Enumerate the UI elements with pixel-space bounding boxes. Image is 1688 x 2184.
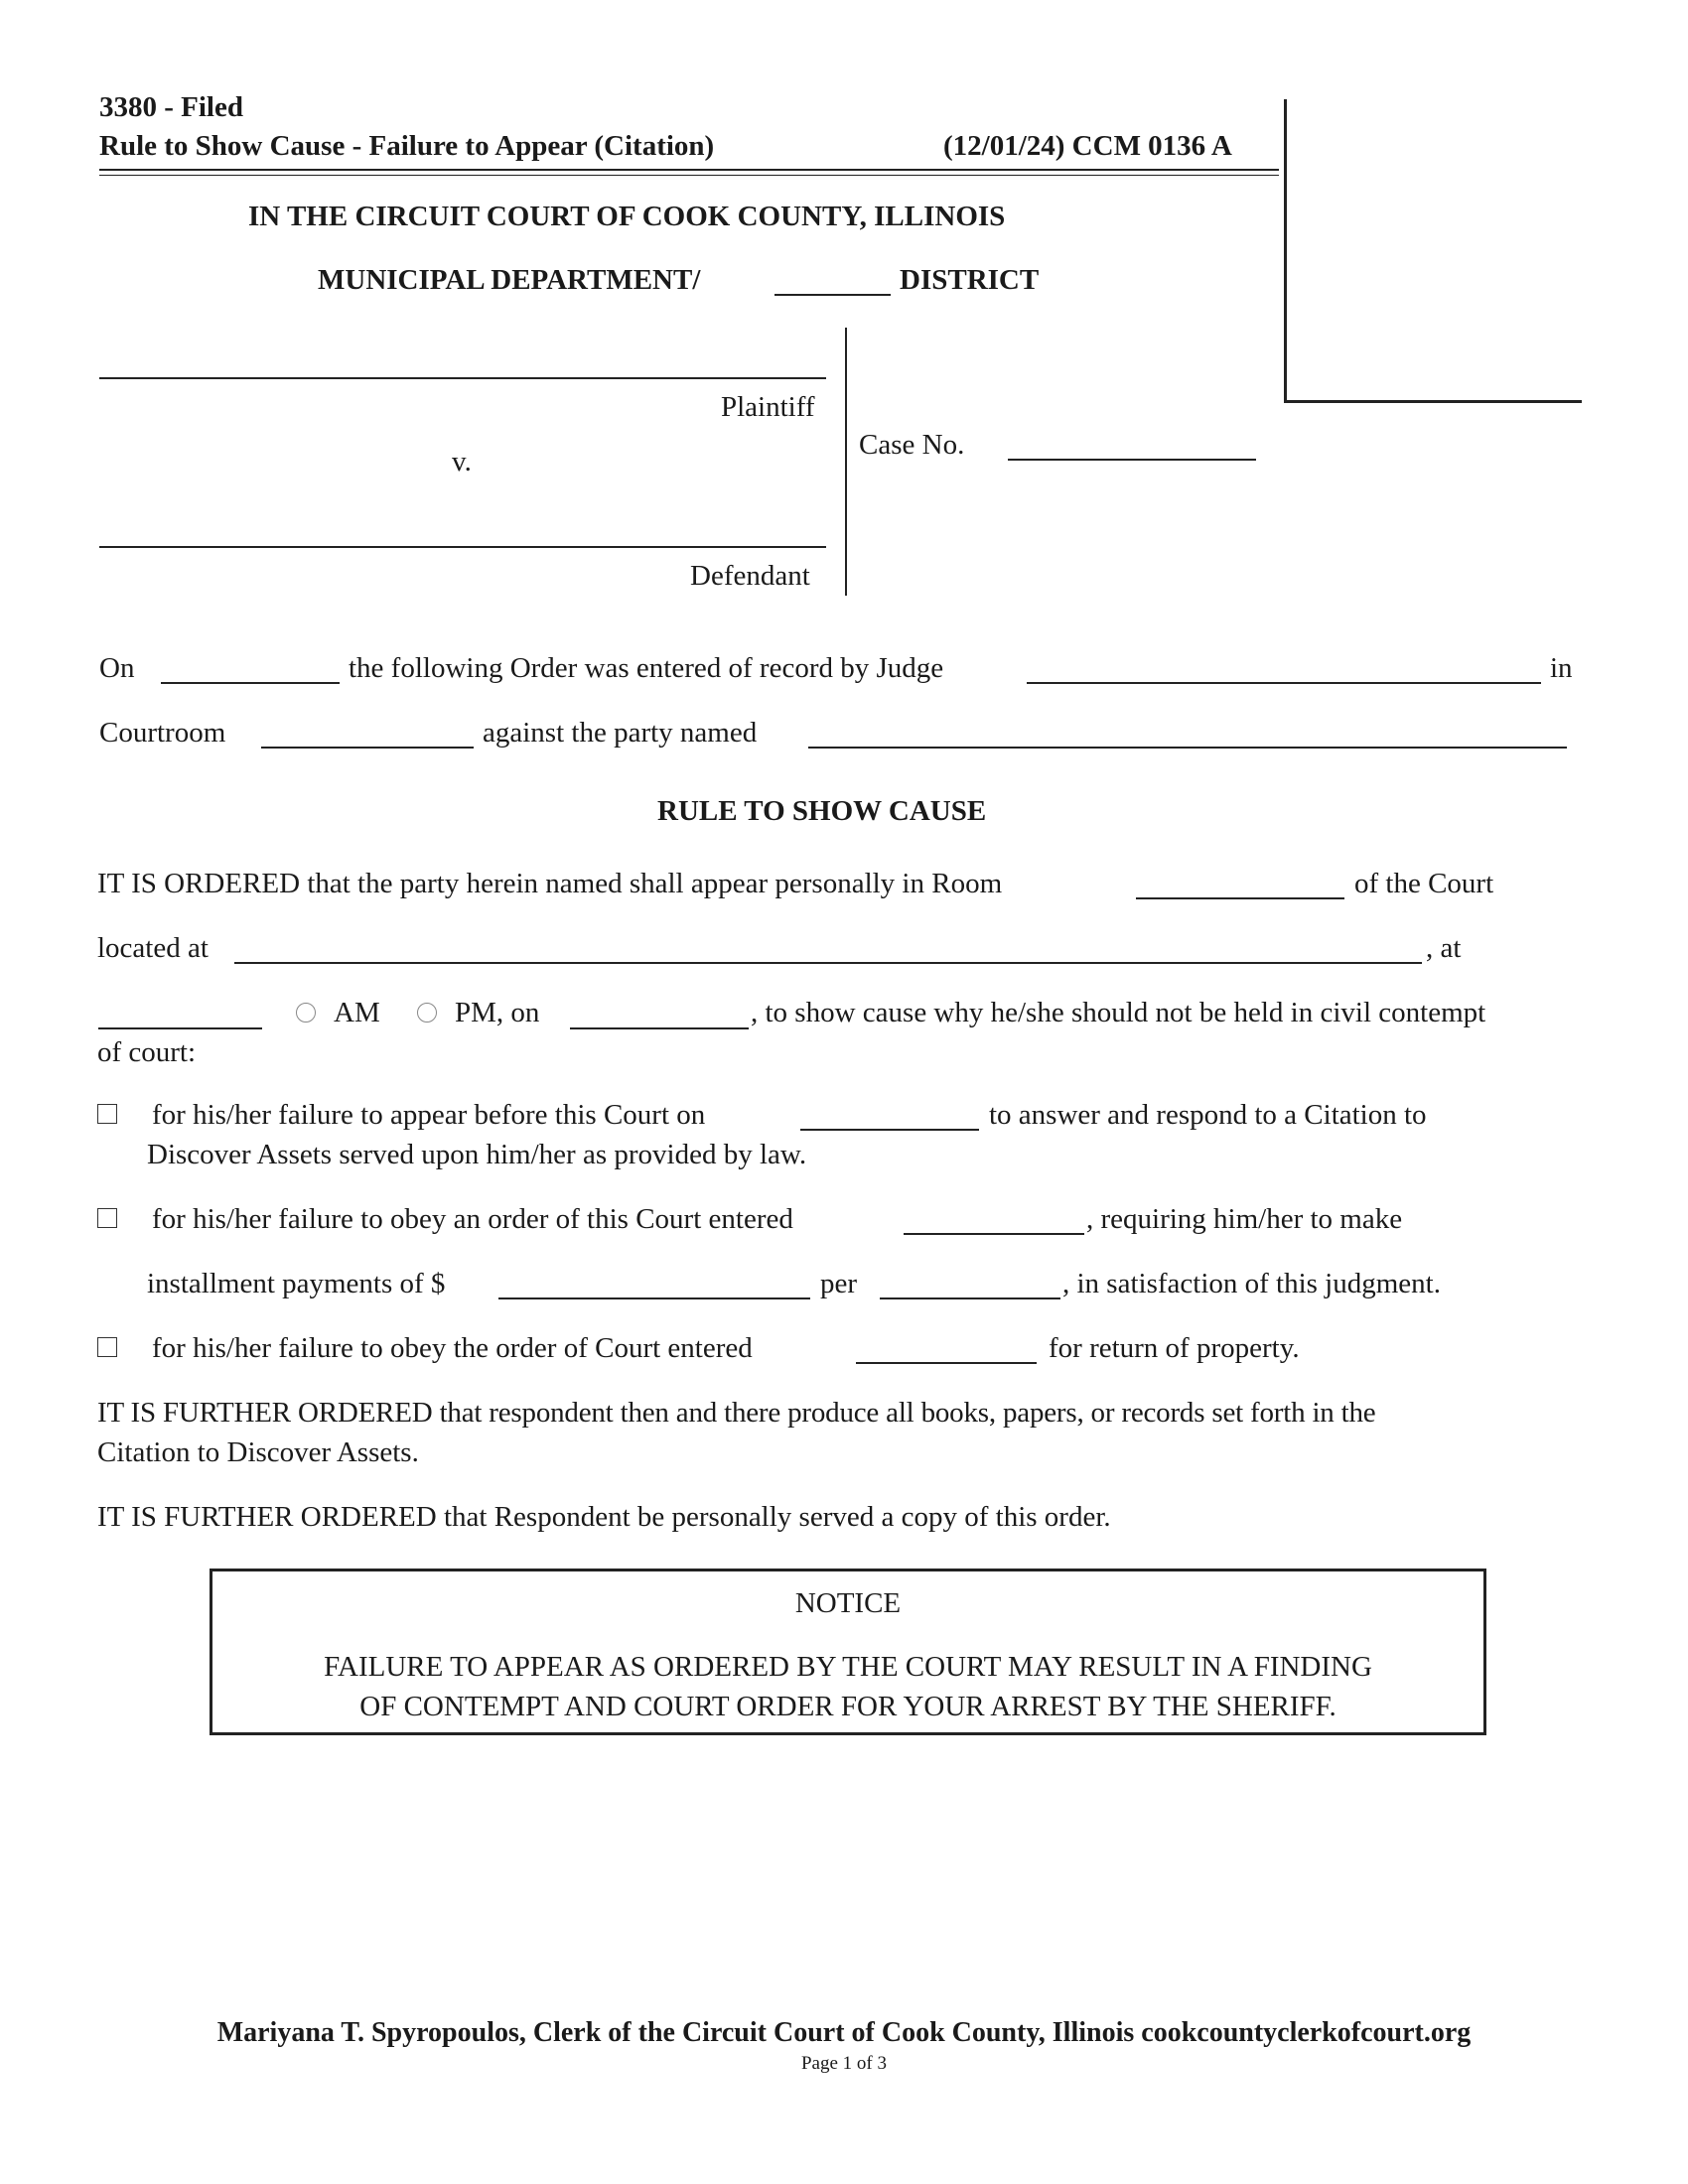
- option2-text-b: , requiring him/her to make: [1086, 1203, 1403, 1235]
- notice-title: NOTICE: [794, 1587, 902, 1619]
- form-title: Rule to Show Cause - Failure to Appear (Citation): [99, 130, 715, 162]
- party-named-input[interactable]: [808, 717, 1567, 749]
- header-rule-bottom: [99, 175, 1279, 176]
- option3-text-a: for his/her failure to obey the order of Court entered: [152, 1332, 753, 1364]
- appearance-date-input[interactable]: [570, 998, 749, 1029]
- ordered-room-text: IT IS ORDERED that the party herein named shall appear personally in Room: [97, 868, 1003, 899]
- order-entered-date-input[interactable]: [904, 1203, 1084, 1235]
- option2-text-d: per: [820, 1268, 858, 1299]
- property-order-date-input[interactable]: [856, 1332, 1037, 1364]
- show-cause-text: , to show cause why he/she should not be held in civil contempt: [751, 997, 1486, 1028]
- footer-page-number: Page 1 of 3: [800, 2053, 887, 2074]
- department-prefix: MUNICIPAL DEPARTMENT/: [318, 264, 701, 296]
- am-radio[interactable]: [296, 1003, 316, 1023]
- option1-text-c: Discover Assets served upon him/her as provided by law.: [147, 1139, 807, 1170]
- option-return-of-property-checkbox[interactable]: [97, 1337, 117, 1357]
- am-label: AM: [334, 997, 380, 1028]
- option1-text-a: for his/her failure to appear before this Court on: [152, 1099, 706, 1131]
- at-label: , at: [1426, 932, 1462, 964]
- form-id: 3380 - Filed: [99, 91, 243, 123]
- against-party-text: against the party named: [483, 717, 758, 749]
- further-ordered-2: IT IS FURTHER ORDERED that Respondent be personally served a copy of this order.: [97, 1501, 1111, 1533]
- plaintiff-name-input[interactable]: [99, 347, 826, 379]
- courtroom-input[interactable]: [261, 717, 474, 749]
- stamp-box-bottom: [1284, 400, 1582, 403]
- location-input[interactable]: [234, 932, 1422, 964]
- time-input[interactable]: [98, 998, 262, 1029]
- order-date-input[interactable]: [161, 652, 340, 684]
- defendant-name-input[interactable]: [99, 516, 826, 548]
- installment-period-input[interactable]: [880, 1268, 1060, 1299]
- further-ordered-1-line2: Citation to Discover Assets.: [97, 1436, 419, 1468]
- case-number-input[interactable]: [1008, 429, 1256, 461]
- judge-name-input[interactable]: [1027, 652, 1541, 684]
- notice-line1: FAILURE TO APPEAR AS ORDERED BY THE COURT MAY RESULT IN A FINDING: [324, 1651, 1372, 1683]
- caption-divider: [845, 328, 847, 596]
- located-at-label: located at: [97, 932, 209, 964]
- option1-text-b: to answer and respond to a Citation to: [989, 1099, 1427, 1131]
- option2-text-a: for his/her failure to obey an order of this Court entered: [152, 1203, 793, 1235]
- notice-line2: OF CONTEMPT AND COURT ORDER FOR YOUR ARREST BY THE SHERIFF.: [359, 1691, 1336, 1722]
- department-suffix: DISTRICT: [900, 264, 1040, 296]
- case-no-label: Case No.: [859, 429, 965, 461]
- option-failure-to-obey-order-checkbox[interactable]: [97, 1208, 117, 1228]
- plaintiff-label: Plaintiff: [721, 391, 815, 423]
- of-court-colon-text: of court:: [97, 1036, 197, 1068]
- of-court-text: of the Court: [1354, 868, 1494, 899]
- option-failure-to-appear-checkbox[interactable]: [97, 1104, 117, 1124]
- defendant-label: Defendant: [690, 560, 810, 592]
- installment-amount-input[interactable]: [498, 1268, 810, 1299]
- versus-label: v.: [452, 446, 472, 478]
- room-input[interactable]: [1136, 868, 1344, 899]
- courtroom-label: Courtroom: [99, 717, 226, 749]
- following-order-text: the following Order was entered of record by Judge: [349, 652, 944, 684]
- pm-radio[interactable]: [417, 1003, 437, 1023]
- court-name: IN THE CIRCUIT COURT OF COOK COUNTY, ILLINOIS: [248, 201, 1006, 232]
- on-label: On: [99, 652, 135, 684]
- appear-date-input[interactable]: [800, 1099, 979, 1131]
- further-ordered-1-line1: IT IS FURTHER ORDERED that respondent then and there produce all books, papers, or records set forth in the: [97, 1397, 1376, 1429]
- stamp-box-left: [1284, 99, 1287, 402]
- rule-heading: RULE TO SHOW CAUSE: [657, 795, 987, 827]
- option2-text-c: installment payments of $: [147, 1268, 446, 1299]
- header-rule-top: [99, 169, 1279, 171]
- footer-clerk: Mariyana T. Spyropoulos, Clerk of the Circuit Court of Cook County, Illinois cookcountyclerkofcourt.org: [216, 2017, 1472, 2048]
- district-number-input[interactable]: [774, 264, 891, 296]
- pm-on-label: PM, on: [455, 997, 540, 1028]
- option3-text-b: for return of property.: [1049, 1332, 1300, 1364]
- option2-text-e: , in satisfaction of this judgment.: [1062, 1268, 1441, 1299]
- notice-box: [210, 1569, 1486, 1735]
- form-code: (12/01/24) CCM 0136 A: [943, 130, 1232, 162]
- in-label: in: [1550, 652, 1573, 684]
